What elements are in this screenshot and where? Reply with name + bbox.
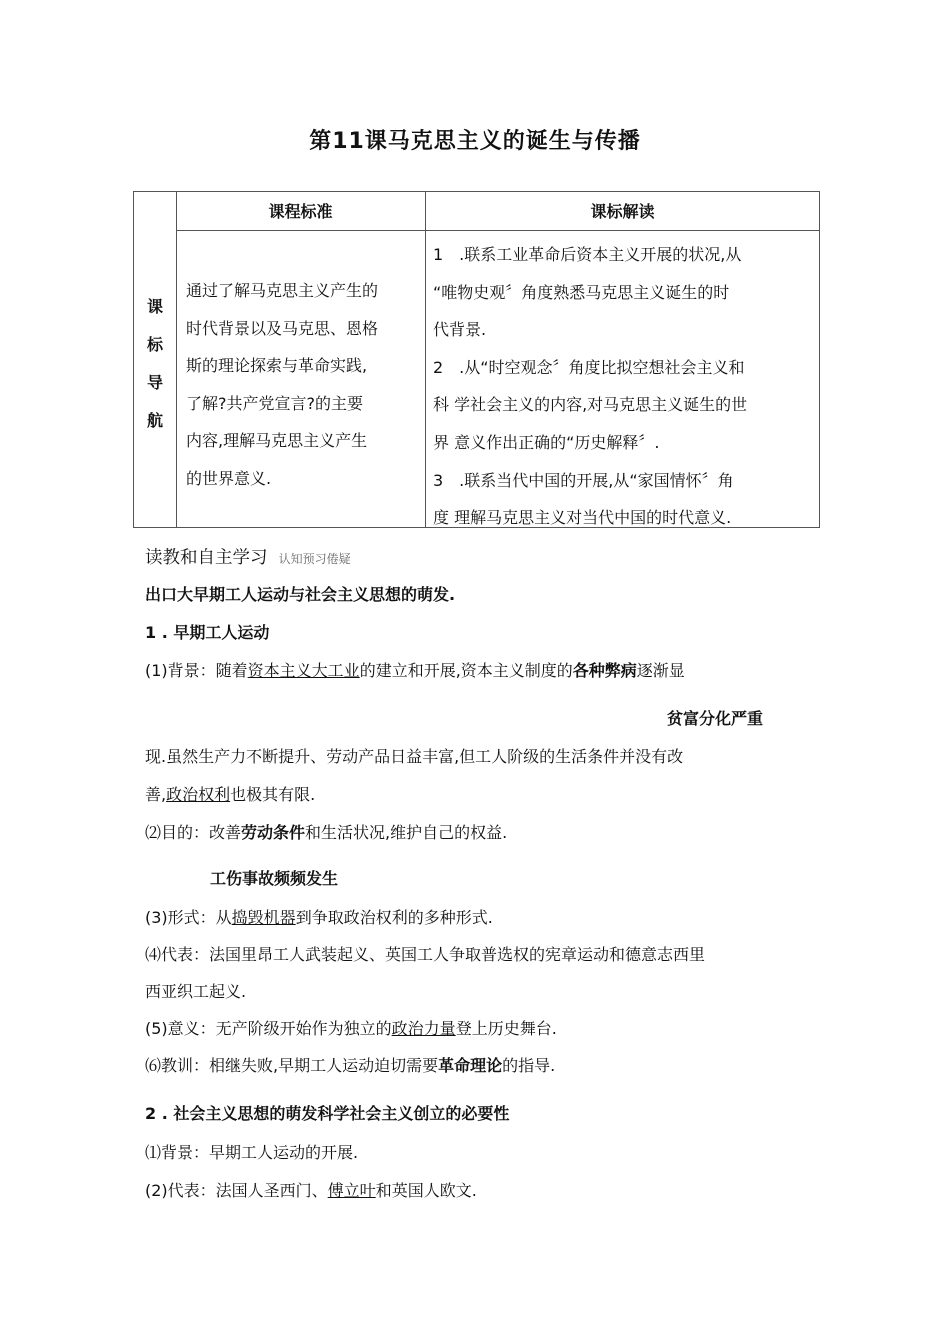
paragraph-forms: (3)形式：从捣毁机器到争取政治权利的多种形式. — [145, 908, 493, 927]
underlined-term: 傅立叶 — [327, 1181, 376, 1200]
section-heading-note: 认知预习倦疑 — [278, 552, 351, 566]
paragraph-background: (1)背景：随着资本主义大工业的建立和开展,资本主义制度的各种弊病逐渐显 — [145, 661, 685, 680]
header-standard-interpretation: 课标解读 — [590, 202, 655, 221]
underlined-term: 政治权利 — [166, 785, 231, 804]
table-divider — [176, 192, 177, 527]
item1-title: 1 . 早期工人运动 — [145, 623, 270, 642]
underlined-term: 政治力量 — [391, 1019, 456, 1038]
curriculum-table — [133, 191, 820, 528]
side-label: 课 标 导 航 — [146, 297, 163, 430]
paragraph-purpose: ⑵目的：改善劳动条件和生活状况,维护自己的权益. — [145, 823, 508, 842]
paragraph-representatives: ⑷代表：法国里昂工人武装起义、英国工人争取普选权的宪章运动和德意志西里 — [145, 945, 706, 964]
item2-title: 2 . 社会主义思想的萌发科学社会主义创立的必要性 — [145, 1104, 510, 1123]
subheading: 出口大早期工人运动与社会主义思想的萌发. — [145, 585, 456, 604]
standard-interpretation-text: 1 .联系工业革命后资本主义开展的状况,从 “唯物史观〞角度熟悉马克思主义诞生的时 代背景. 2 .从“时空观念〞角度比拟空想社会主义和 科 学社会主义的内容,对马克思主义诞生的世 界 意义作出正确的“历史解释〞. 3 .联系当代中国的开展,从“家国情怀〞角 度 理解马克思主义对当代中国的时代意义. — [433, 245, 748, 528]
margin-note: 贫富分化严重 — [667, 709, 764, 728]
table-divider — [425, 192, 426, 527]
section-heading: 读教和自主学习 认知预习倦疑 — [145, 548, 351, 568]
margin-note: 工伤事故频频发生 — [210, 869, 339, 888]
paragraph-background-cont: 现.虽然生产力不断提升、劳动产品日益丰富,但工人阶级的生活条件并没有改 — [145, 747, 684, 766]
underlined-term: 捣毁机器 — [231, 908, 296, 927]
paragraph-lesson: ⑹教训：相继失败,早期工人运动迫切需要革命理论的指导. — [145, 1056, 556, 1075]
course-standard-text: 通过了解马克思主义产生的 时代背景以及马克思、恩格 斯的理论探索与革命实践, 了解?共产党宣言?的主要 内容,理解马克思主义产生 的世界意义. — [186, 281, 379, 488]
header-course-standard: 课程标准 — [268, 202, 333, 221]
paragraph-background-end: 善,政治权利也极其有限. — [145, 785, 316, 804]
paragraph-socialism-representatives: (2)代表：法国人圣西门、傅立叶和英国人欧文. — [145, 1181, 477, 1200]
paragraph-representatives-cont: 西亚织工起义. — [145, 982, 247, 1001]
underlined-term: 资本主义大工业 — [247, 661, 360, 680]
paragraph-significance: (5)意义：无产阶级开始作为独立的政治力量登上历史舞台. — [145, 1019, 557, 1038]
paragraph-socialism-background: ⑴背景：早期工人运动的开展. — [145, 1143, 359, 1162]
page-title: 第11课马克思主义的诞生与传播 — [309, 129, 641, 154]
